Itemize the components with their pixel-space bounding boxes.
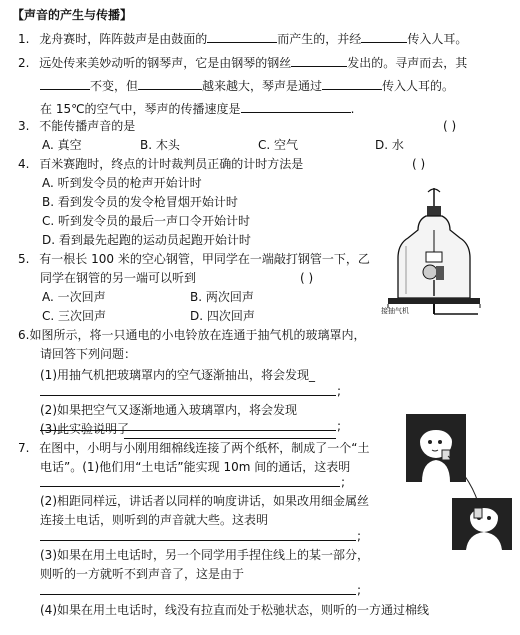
q1-text-a: 龙舟赛时，阵阵鼓声是由鼓面的 xyxy=(39,32,208,46)
figure-label-pump: 接抽气机 xyxy=(381,307,409,315)
q3-answer-paren[interactable]: ( ) xyxy=(443,119,457,133)
question-6-line-1 xyxy=(18,328,365,343)
q4-option-c[interactable]: C. 听到发令员的最后一声口令开始计时 xyxy=(42,214,251,228)
q6-part-2: (2)如果把空气又逐渐地通入玻璃罩内，将会发现 xyxy=(40,403,297,417)
q5-line2: 同学在钢管的另一端可以听到 xyxy=(40,271,197,285)
question-2-line-1 xyxy=(18,54,467,71)
q7-part-2a: (2)相距同样远，讲话者以同样的响度讲话，如果改用细金属丝 xyxy=(40,494,370,508)
q5-option-d[interactable]: D. 四次回声 xyxy=(190,309,255,323)
q6-answer-line-1[interactable] xyxy=(40,395,336,396)
q6-line-2: 请回答下列问题： xyxy=(40,347,137,361)
question-2-line-2 xyxy=(40,77,454,94)
q6-part-3: (3)此实验说明了 xyxy=(40,422,129,436)
q3-option-d[interactable]: D. 水 xyxy=(375,138,404,152)
q2-blank-2[interactable] xyxy=(40,77,90,90)
q4-number: 4. xyxy=(18,157,30,171)
q3-number: 3. xyxy=(18,119,30,133)
q5-option-b[interactable]: B. 两次回声 xyxy=(190,290,254,304)
q4-option-a[interactable]: A. 听到发令员的枪声开始计时 xyxy=(42,176,202,190)
q6-semicolon-1: ; xyxy=(337,384,342,398)
q3-option-a[interactable]: A. 真空 xyxy=(42,138,82,152)
question-5-line-1 xyxy=(18,252,370,267)
q2-line3: 在 15℃的空气中，琴声的传播速度是 xyxy=(40,102,241,116)
q7-semicolon-1: ; xyxy=(341,475,346,489)
q7-number: 7. xyxy=(18,441,30,455)
question-2-line-3 xyxy=(40,100,354,117)
q2-number: 2. xyxy=(18,56,30,70)
q2-blank-4[interactable] xyxy=(322,77,382,90)
q3-stem: 不能传播声音的是 xyxy=(39,119,136,133)
q1-text-c: 传入人耳。 xyxy=(407,32,468,46)
q7-answer-line-3[interactable] xyxy=(40,594,356,595)
q7-line-2: 电话”。(1)他们用“土电话”能实现 10m 间的通话，这表明 xyxy=(40,460,351,474)
q2-blank-5[interactable] xyxy=(241,100,351,113)
question-7-line-1 xyxy=(18,441,370,456)
q2-line2-c: 传入人耳的。 xyxy=(382,79,455,93)
q6-line1: 如图所示，将一只通电的小电铃放在连通于抽气机的玻璃罩内， xyxy=(29,328,366,342)
q7-semicolon-3: ; xyxy=(357,583,362,597)
q6-part-1: (1)用抽气机把玻璃罩内的空气逐渐抽出，将会发现_ xyxy=(40,368,315,382)
q6-number: 6. xyxy=(18,328,30,342)
tin-can-telephone-figure xyxy=(404,412,514,552)
question-1 xyxy=(18,30,467,47)
q3-option-c[interactable]: C. 空气 xyxy=(258,138,299,152)
question-4 xyxy=(18,157,303,172)
q7-part-4: (4)如果在用土电话时，线没有拉直而处于松驰状态，则听的一方通过棉线 xyxy=(40,603,430,617)
q5-answer-paren[interactable]: ( ) xyxy=(300,271,314,285)
section-title: 【声音的产生与传播】 xyxy=(12,8,133,22)
q4-option-d[interactable]: D. 看到最先起跑的运动员起跑开始计时 xyxy=(42,233,251,247)
q2-line1-a: 远处传来美妙动听的钢琴声，它是由钢琴的钢丝 xyxy=(39,56,292,70)
q1-blank-2[interactable] xyxy=(361,30,407,43)
q2-line3-end: . xyxy=(350,102,355,116)
q7-line1: 在图中，小明与小刚用细棉线连接了两个纸杯，制成了一个“土 xyxy=(39,441,370,455)
q1-blank-1[interactable] xyxy=(207,30,277,43)
question-3 xyxy=(18,119,135,134)
bell-jar-figure xyxy=(378,186,490,321)
q2-line2-a: 不变，但 xyxy=(90,79,139,93)
q2-blank-3[interactable] xyxy=(138,77,202,90)
q2-line2-b: 越来越大，琴声是通过 xyxy=(202,79,323,93)
q7-answer-line-1[interactable] xyxy=(40,486,340,487)
q4-stem: 百米赛跑时，终点的计时裁判员正确的计时方法是 xyxy=(39,157,304,171)
q6-semicolon-2: ; xyxy=(337,419,342,433)
q4-option-b[interactable]: B. 看到发令员的发令枪冒烟开始计时 xyxy=(42,195,238,209)
q5-line1: 有一根长 100 米的空心钢管，甲同学在一端敲打钢管一下，乙 xyxy=(39,252,370,266)
q6-answer-line-3[interactable] xyxy=(124,438,336,439)
q7-part-3a: (3)如果在用土电话时，另一个同学用手捏住线上的某一部分， xyxy=(40,548,370,562)
q1-text-b: 而产生的，并经 xyxy=(277,32,362,46)
q5-option-c[interactable]: C. 三次回声 xyxy=(42,309,107,323)
q1-number: 1. xyxy=(18,32,30,46)
q7-answer-line-2[interactable] xyxy=(40,540,356,541)
q7-part-2b: 连接土电话，则听到的声音就大些。这表明 xyxy=(40,513,269,527)
q2-blank-1[interactable] xyxy=(291,54,347,67)
question-5-line-2 xyxy=(40,271,196,286)
q3-option-b[interactable]: B. 木头 xyxy=(140,138,180,152)
q7-semicolon-2: ; xyxy=(357,529,362,543)
q7-part-3b: 则听的一方就听不到声音了，这是由于 xyxy=(40,567,245,581)
q5-option-a[interactable]: A. 一次回声 xyxy=(42,290,106,304)
q4-answer-paren[interactable]: ( ) xyxy=(412,157,426,171)
q5-number: 5. xyxy=(18,252,30,266)
q2-line1-b: 发出的。寻声而去，其 xyxy=(347,56,468,70)
